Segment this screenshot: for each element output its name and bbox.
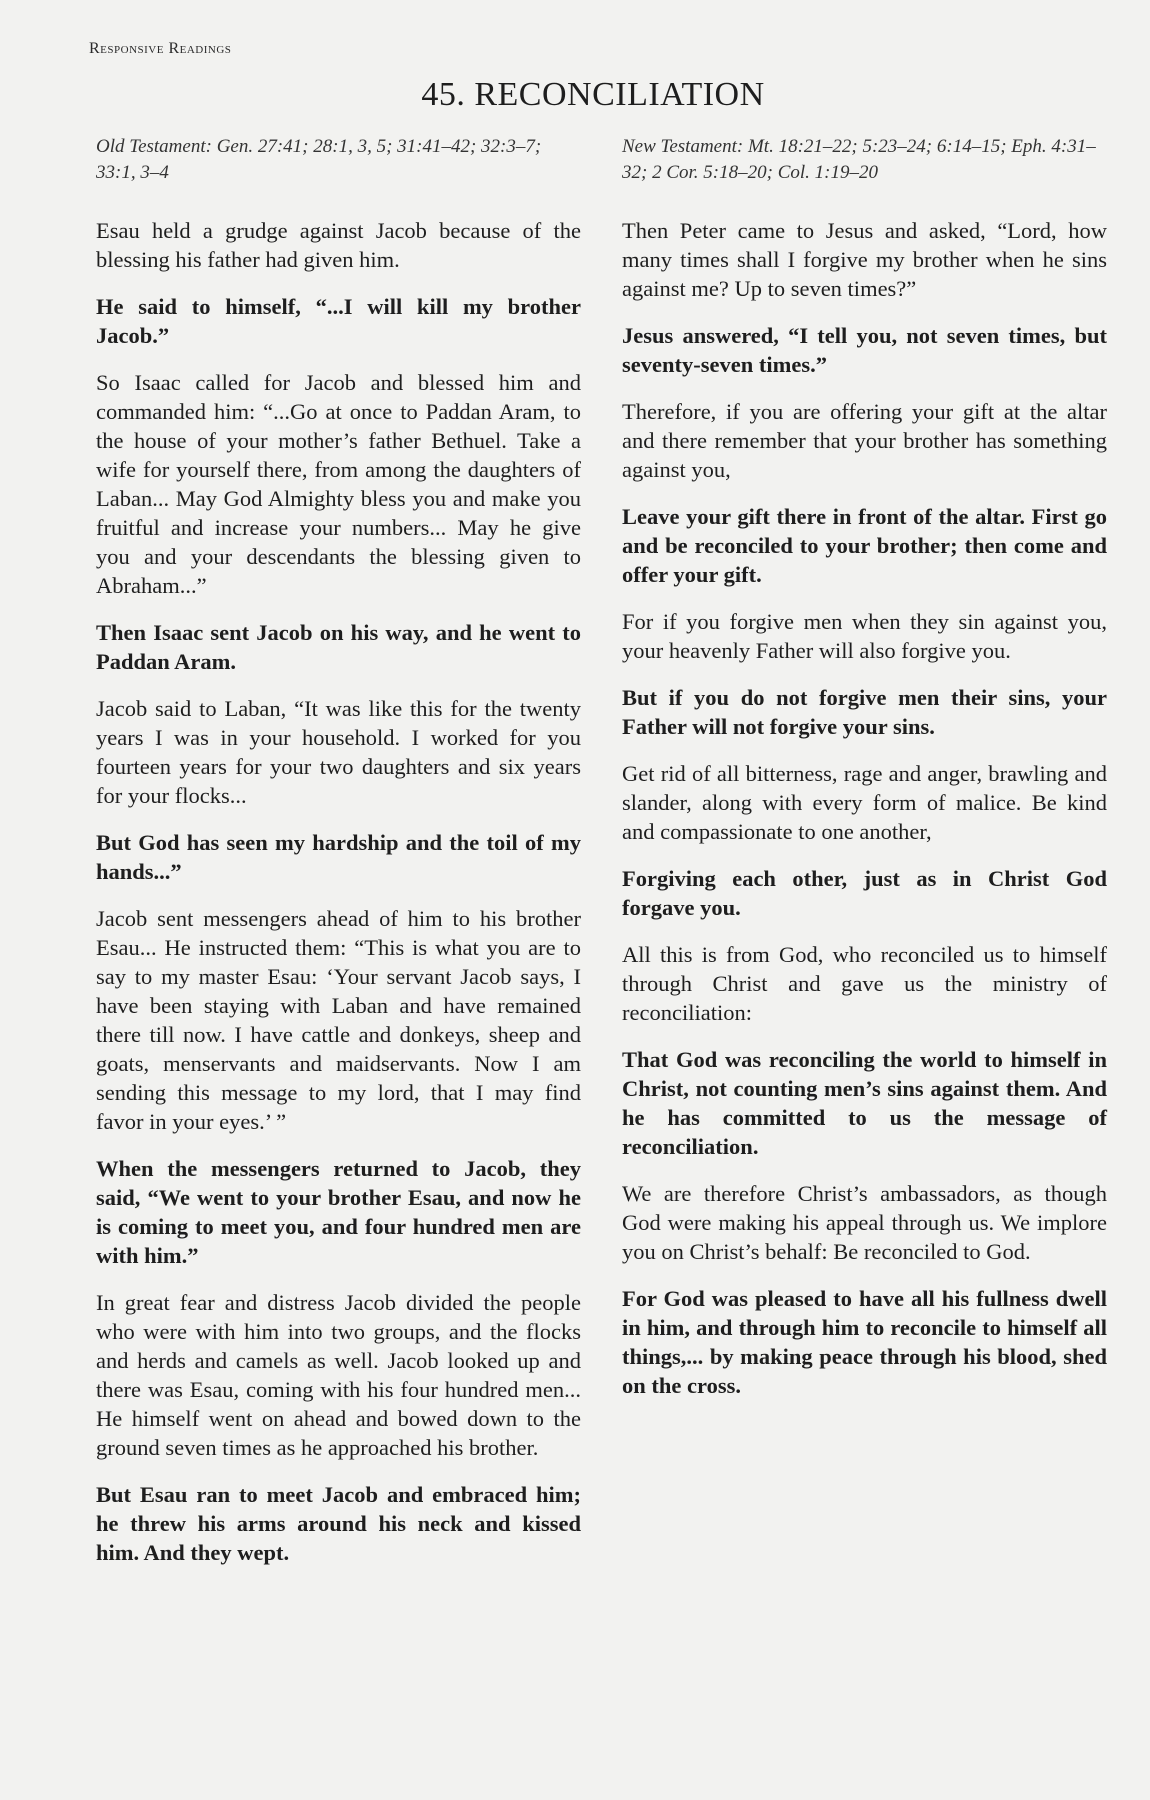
reading-leader: Then Peter came to Jesus and asked, “Lord, how many times shall I forgive my brother when he sins against me? Up to seven times?” [622,218,1107,301]
reading-leader: For if you forgive men when they sin against you, your heavenly Father will also forgive you. [622,609,1107,663]
reading-people: Then Isaac sent Jacob on his way, and he went to Paddan Aram. [96,620,581,674]
old-testament-column [96,134,581,1585]
new-testament-reference: New Testament: Mt. 18:21–22; 5:23–24; 6:14–15; Eph. 4:31–32; 2 Cor. 5:18–20; Col. 1:19–20 [622,136,1096,183]
reading-people: Forgiving each other, just as in Christ God forgave you. [622,866,1107,920]
page-title-text: 45. RECONCILIATION [421,76,765,113]
reading-leader: Jacob said to Laban, “It was like this for the twenty years I was in your household. I worked for you fourteen years for your two daughters and six years for your flocks... [96,696,581,808]
running-head: Responsive Readings [89,40,232,57]
reading-people: That God was reconciling the world to himself in Christ, not counting men’s sins against them. And he has committed to us the message of reconciliation. [622,1047,1107,1159]
page-title [0,76,1150,114]
reading-people: But God has seen my hardship and the toil of my hands...” [96,830,581,884]
reading-leader: We are therefore Christ’s ambassadors, as though God were making his appeal through us. We implore you on Christ’s behalf: Be reconciled to God. [622,1181,1107,1264]
reading-leader: So Isaac called for Jacob and blessed him and commanded him: “...Go at once to Paddan Aram, to the house of your mother’s father Bethuel. Take a wife for yourself there, from among the daughters of Laban... May God Almighty bless you and make you fruitful and increase your numbers... May he give you and your descendants the blessing given to Abraham...” [96,370,581,598]
reading-leader: Jacob sent messengers ahead of him to his brother Esau... He instructed them: “This is what you are to say to my master Esau: ‘Your servant Jacob says, I have been staying with Laban and have remained there till now. I have cattle and donkeys, sheep and goats, menservants and maidservants. Now I am sending this message to my lord, that I may find favor in your eyes.’ ” [96,906,581,1134]
reading-people: He said to himself, “...I will kill my brother Jacob.” [96,294,581,348]
reading-people: For God was pleased to have all his fullness dwell in him, and through him to reconcile to himself all things,... by making peace through his blood, shed on the cross. [622,1286,1107,1398]
reading-leader: All this is from God, who reconciled us to himself through Christ and gave us the ministry of reconciliation: [622,942,1107,1025]
reading-leader: In great fear and distress Jacob divided the people who were with him into two groups, and the flocks and herds and camels as well. Jacob looked up and there was Esau, coming with his four hundred men... He himself went on ahead and bowed down to the ground seven times as he approached his brother. [96,1290,581,1460]
reading-people: But if you do not forgive men their sins, your Father will not forgive your sins. [622,685,1107,739]
reading-leader: Get rid of all bitterness, rage and anger, brawling and slander, along with every form of malice. Be kind and compassionate to one another, [622,761,1107,844]
reading-leader: Esau held a grudge against Jacob because of the blessing his father had given him. [96,218,581,272]
reading-people: Jesus answered, “I tell you, not seven times, but seventy-seven times.” [622,323,1107,377]
new-testament-column [622,134,1107,1418]
reading-people: But Esau ran to meet Jacob and embraced him; he threw his arms around his neck and kissed him. And they wept. [96,1482,581,1565]
reading-people: When the messengers returned to Jacob, they said, “We went to your brother Esau, and now he is coming to meet you, and four hundred men are with him.” [96,1156,581,1268]
old-testament-reference: Old Testament: Gen. 27:41; 28:1, 3, 5; 31:41–42; 32:3–7; 33:1, 3–4 [96,136,542,183]
reading-leader: Therefore, if you are offering your gift at the altar and there remember that your brother has something against you, [622,399,1107,482]
reading-people: Leave your gift there in front of the altar. First go and be reconciled to your brother; then come and offer your gift. [622,504,1107,587]
